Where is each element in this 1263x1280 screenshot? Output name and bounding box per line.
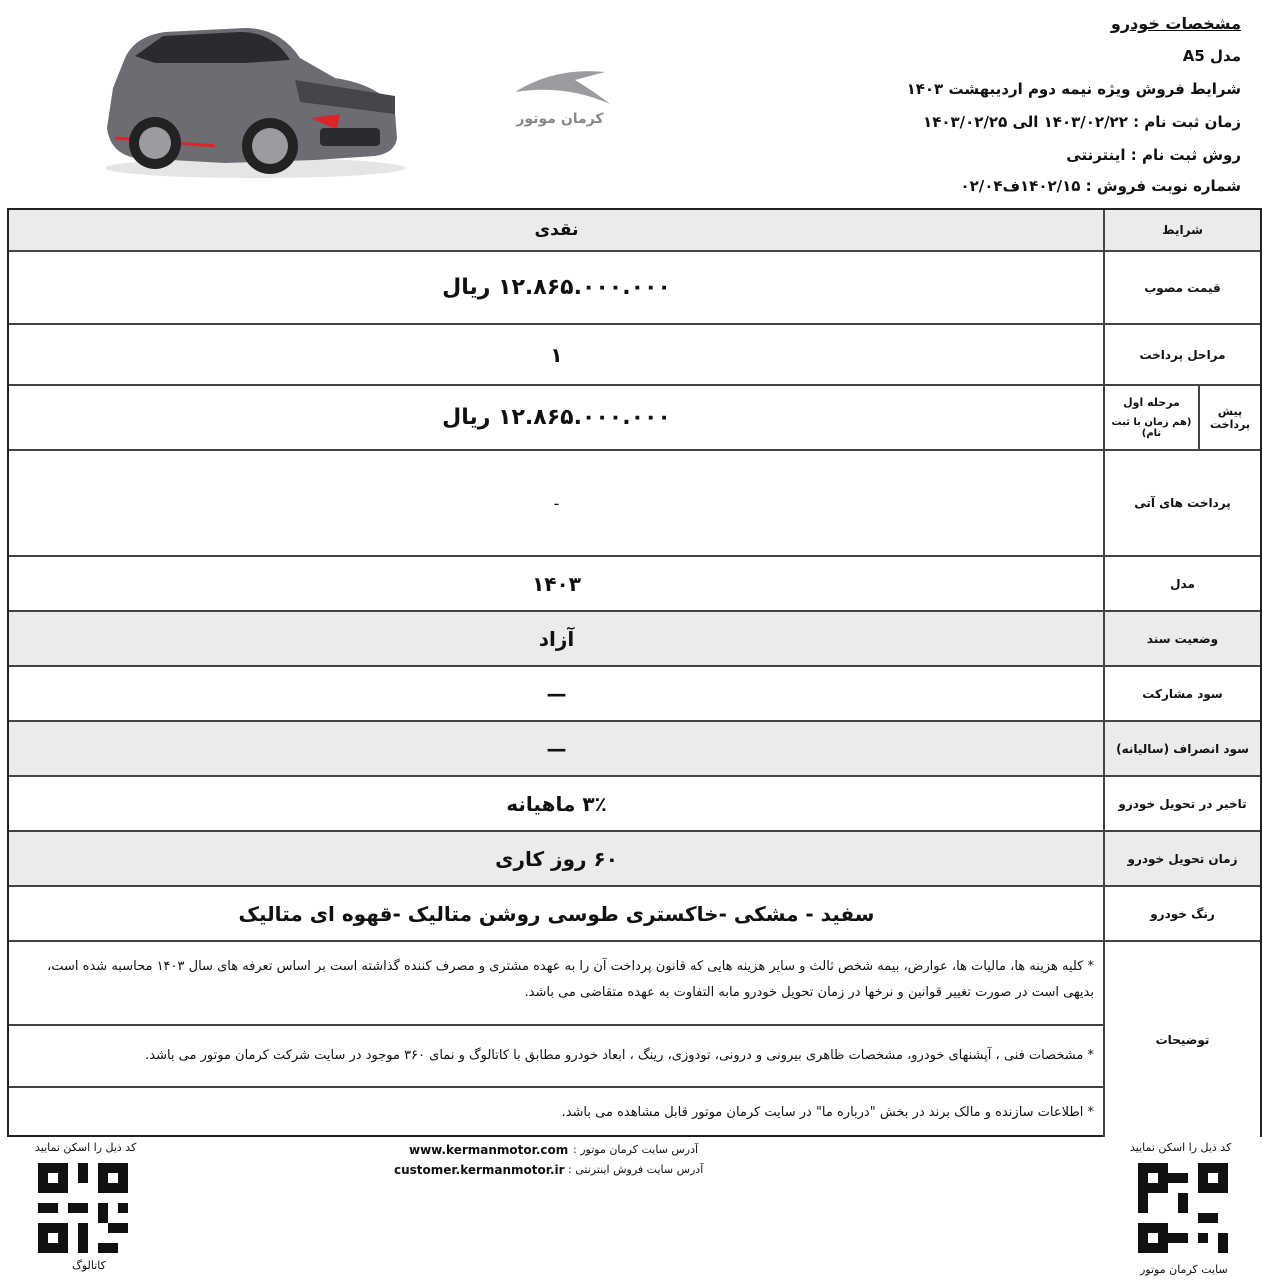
delay-value: ۳٪ ماهیانه xyxy=(506,791,607,816)
shop-label: آدرس سایت فروش اینترنتی : xyxy=(568,1163,704,1176)
prepayment-row xyxy=(9,386,1260,451)
site-url[interactable]: www.kermanmotor.com xyxy=(409,1143,569,1157)
car-image xyxy=(95,18,407,183)
color-value: سفید - مشکی -خاکستری طوسی روشن متالیک -قهوه ای متالیک xyxy=(238,901,875,926)
future-payments-row xyxy=(9,451,1260,557)
shop-url[interactable]: customer.kermanmotor.ir xyxy=(394,1163,565,1177)
delivery-value: ۶۰ روز کاری xyxy=(9,832,1104,885)
model-year-label: مدل xyxy=(1103,557,1260,610)
site-caption: سایت کرمان موتور xyxy=(1140,1263,1228,1276)
delivery-row xyxy=(9,832,1260,887)
kerman-motor-logo xyxy=(505,62,615,134)
document-label: وضعیت سند xyxy=(1103,612,1260,665)
cancellation-value: — xyxy=(9,722,1104,775)
notes-row xyxy=(9,942,1260,1137)
prepayment-stage xyxy=(1103,386,1200,449)
sale-conditions-table xyxy=(7,208,1262,1137)
site-label: آدرس سایت کرمان موتور : xyxy=(573,1143,699,1156)
spec-registration-time: زمان ثبت نام : ۱۴۰۳/۰۲/۲۲ الی ۱۴۰۳/۰۲/۲۵ xyxy=(923,113,1241,131)
price-value: ۱۲.۸۶۵.۰۰۰.۰۰۰ ریال xyxy=(442,275,671,300)
conditions-label: شرایط xyxy=(1103,210,1260,250)
stages-row xyxy=(9,325,1260,386)
prepayment-label: پیش پرداخت xyxy=(1210,404,1250,431)
cancellation-row xyxy=(9,722,1260,777)
color-row xyxy=(9,887,1260,942)
participation-value: — xyxy=(546,681,567,706)
delay-label: تاخیر در تحویل خودرو xyxy=(1103,777,1260,830)
note-brand: * اطلاعات سازنده و مالک برند در بخش "درباره ما" در سایت کرمان موتور قابل مشاهده می باشد. xyxy=(561,1105,1094,1120)
spec-registration-method: روش ثبت نام : اینترنتی xyxy=(1066,146,1241,164)
logo-mark-icon xyxy=(505,62,615,107)
prepayment-value: ۱۲.۸۶۵.۰۰۰.۰۰۰ ریال xyxy=(442,405,671,430)
stages-label: مراحل پرداخت xyxy=(1103,325,1260,384)
stages-value: ۱ xyxy=(550,342,563,367)
spec-model: مدل A5 xyxy=(1182,47,1241,65)
cancellation-label: سود انصراف (سالیانه) xyxy=(1103,722,1260,775)
delivery-label: زمان تحویل خودرو xyxy=(1103,832,1260,885)
document-row xyxy=(9,612,1260,667)
scan-right-caption: کد ذیل را اسکن نمایید xyxy=(1130,1141,1232,1154)
price-label: قیمت مصوب xyxy=(1103,252,1260,323)
spec-sale-turn: شماره نوبت فروش : ۱۴۰۲/۱۵ف۰۲/۰۴ xyxy=(960,177,1241,195)
model-year-value: ۱۴۰۳ xyxy=(532,571,581,596)
spec-title: مشخصات خودرو xyxy=(1110,14,1241,33)
future-payments-label: پرداخت های آتی xyxy=(1103,451,1260,555)
prepayment-stage-note: (هم زمان با ثبت نام) xyxy=(1111,417,1192,439)
participation-row xyxy=(9,667,1260,722)
future-payments-value: - xyxy=(553,493,560,513)
payment-type-value: نقدی xyxy=(9,210,1104,250)
notes-label: توضیحات xyxy=(1103,942,1260,1137)
prepayment-stage-label: مرحله اول xyxy=(1123,396,1180,409)
delay-row xyxy=(9,777,1260,832)
note-costs: * کلیه هزینه ها، مالیات ها، عوارض، بیمه شخص ثالث و سایر هزینه هایی که قانون پرداخت آن را به عهده مشتری و مصرف کننده گذاشته است بر اساس تعرفه های سال ۱۴۰۳ محاسبه شده است، بدیهی است در صورت تغییر قوانین و نرخها در زمان تحویل خودرو مابه التفاوت به عهده متقاضی می باشد. xyxy=(9,954,1104,1026)
spec-conditions: شرایط فروش ویژه نیمه دوم اردیبهشت ۱۴۰۳ xyxy=(906,80,1241,98)
logo-text: کرمان موتور xyxy=(516,111,604,127)
catalog-caption: کاتالوگ xyxy=(72,1259,106,1272)
model-year-row xyxy=(9,557,1260,612)
participation-label: سود مشارکت xyxy=(1103,667,1260,720)
note-specs: * مشخصات فنی ، آپشنهای خودرو، مشخصات ظاهری بیرونی و درونی، تودوزی، رینگ ، ابعاد خودرو مطابق با کاتالوگ و نمای ۳۶۰ موجود در سایت شرکت کرمان موتور می باشد. xyxy=(9,1028,1104,1088)
catalog-qr-icon[interactable] xyxy=(38,1163,128,1253)
price-row xyxy=(9,252,1260,325)
document-value: آزاد xyxy=(9,612,1104,665)
site-qr-icon[interactable] xyxy=(1138,1163,1228,1253)
color-label: رنگ خودرو xyxy=(1103,887,1260,940)
table-header-row xyxy=(9,210,1260,252)
scan-left-caption: کد ذیل را اسکن نمایید xyxy=(35,1141,137,1154)
